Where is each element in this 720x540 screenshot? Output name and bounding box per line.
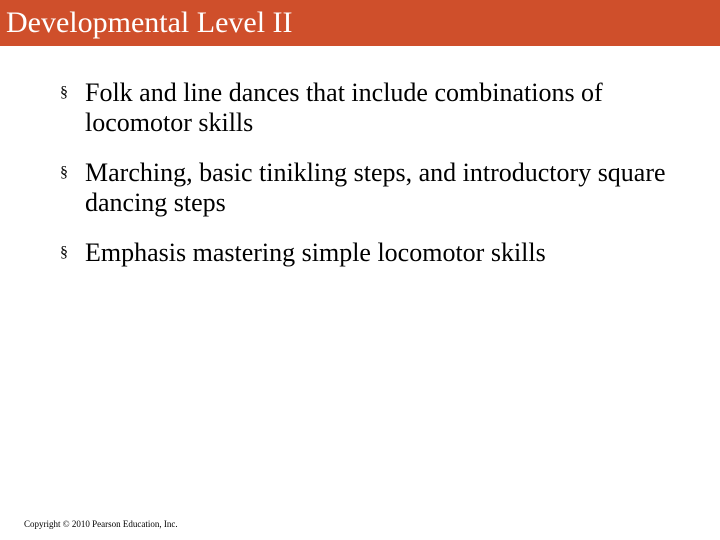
title-bar bbox=[0, 0, 720, 46]
bullet-text: Folk and line dances that include combinations of locomotor skills bbox=[85, 78, 603, 137]
slide-title: Developmental Level II bbox=[6, 6, 293, 39]
bullet-marker-icon: § bbox=[60, 244, 68, 261]
bullet-item bbox=[60, 238, 700, 268]
bullet-item bbox=[60, 158, 700, 218]
bullet-marker-icon: § bbox=[60, 84, 68, 101]
bullet-text: Marching, basic tinikling steps, and introductory square dancing steps bbox=[85, 158, 666, 217]
bullet-marker-icon: § bbox=[60, 164, 68, 181]
bullet-list bbox=[60, 78, 700, 288]
copyright-footer: Copyright © 2010 Pearson Education, Inc. bbox=[24, 519, 178, 529]
bullet-text: Emphasis mastering simple locomotor skills bbox=[85, 238, 546, 267]
bullet-item bbox=[60, 78, 700, 138]
